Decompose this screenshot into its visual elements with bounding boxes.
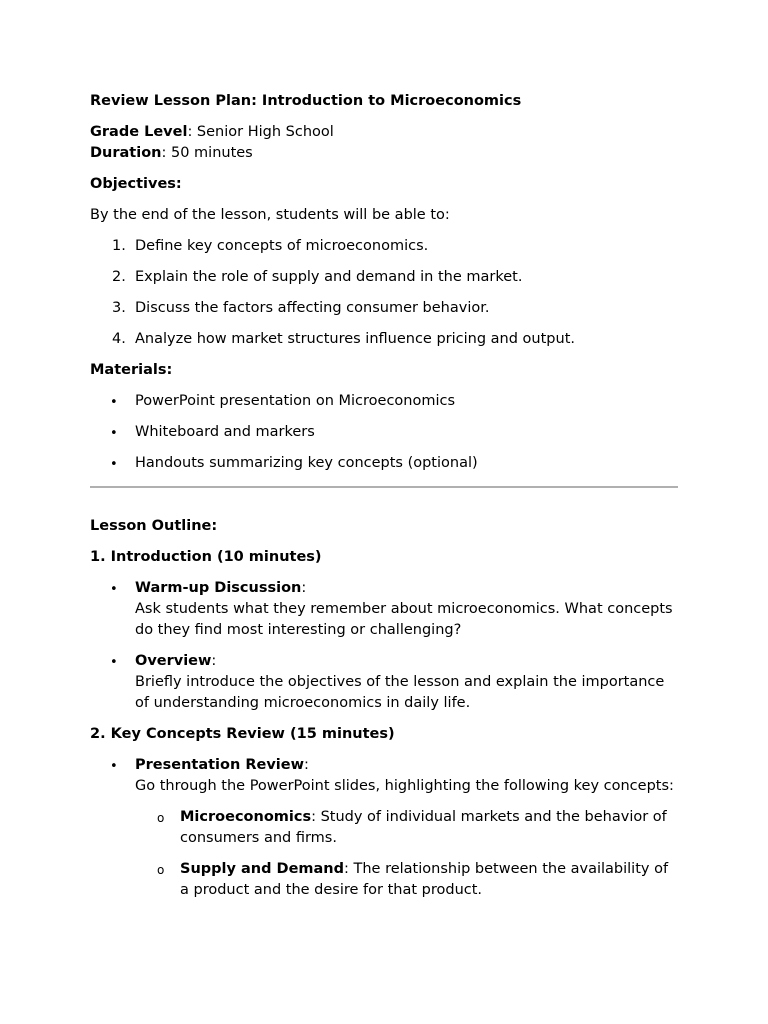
materials-item (90, 422, 678, 443)
bullet-icon: • (110, 759, 118, 774)
materials-item (90, 391, 678, 412)
concept-item (135, 859, 678, 901)
introduction-list (90, 578, 678, 714)
key-concepts-sublist (135, 807, 678, 901)
objective-text: Discuss the factors affecting consumer behavior. (135, 300, 490, 316)
outline-item-label: Presentation Review (135, 757, 305, 773)
outline-item: • Presentation Review: Go through the PowerPoint slides, highlighting the following key concepts: o Microeconomics: Study of individual markets and the behavior of consumers and firms. o Supply and Demand: The relationship between the availability of a product and the desire for that product. (90, 755, 678, 901)
grade-level-label: Grade Level (90, 124, 188, 140)
concept-item (135, 807, 678, 849)
duration-line (90, 143, 678, 164)
key-concepts-heading: 2. Key Concepts Review (15 minutes) (90, 726, 395, 742)
objective-text: Define key concepts of microeconomics. (135, 238, 429, 254)
outline-item: • Overview: Briefly introduce the objectives of the lesson and explain the importance of understanding microeconomics in daily life. (110, 653, 665, 711)
objective-text: Explain the role of supply and demand in the market. (135, 269, 523, 285)
materials-item (90, 453, 678, 474)
concept-text: : The relationship between the availability of a product and the desire for that product. (180, 861, 669, 898)
objectives-intro: By the end of the lesson, students will be able to: (90, 207, 450, 223)
concept-label: Supply and Demand (180, 861, 344, 877)
objective-item (90, 329, 678, 350)
objective-number: 2. (112, 269, 126, 285)
concept-text: : Study of individual markets and the behavior of consumers and firms. (180, 809, 667, 846)
grade-level-value: : Senior High School (187, 124, 334, 140)
key-concepts-list (90, 755, 678, 901)
objective-text: Analyze how market structures influence pricing and output. (135, 331, 575, 347)
outline-item-text: Ask students what they remember about microeconomics. What concepts do they find most interesting or challenging? (135, 601, 673, 638)
outline-item-label: Warm-up Discussion (135, 580, 302, 596)
bullet-icon: • (110, 395, 118, 410)
materials-item-text: PowerPoint presentation on Microeconomics (135, 393, 456, 409)
objectives-heading: Objectives: (90, 176, 182, 192)
materials-heading: Materials: (90, 362, 173, 378)
materials-item-text: Handouts summarizing key concepts (optional) (135, 455, 478, 471)
grade-level-line (90, 122, 678, 143)
document-title: Review Lesson Plan: Introduction to Microeconomics (90, 93, 522, 109)
objective-number: 4. (112, 331, 126, 347)
objectives-list (90, 236, 678, 350)
duration-value: : 50 minutes (161, 145, 253, 161)
lesson-meta (90, 122, 678, 164)
duration-label: Duration (90, 145, 162, 161)
introduction-heading: 1. Introduction (10 minutes) (90, 549, 322, 565)
sub-bullet-icon: o (157, 863, 165, 877)
objective-number: 1. (112, 238, 126, 254)
outline-item: • Warm-up Discussion: Ask students what they remember about microeconomics. What concepts do they find most interesting or challenging? (110, 580, 673, 638)
outline-item-text: Briefly introduce the objectives of the lesson and explain the importance of understanding microeconomics in daily life. (135, 674, 665, 711)
bullet-icon: • (110, 655, 118, 670)
sub-bullet-icon: o (157, 811, 165, 825)
objective-item (90, 267, 678, 288)
bullet-icon: • (110, 426, 118, 441)
materials-list (90, 391, 678, 474)
outline-item-text: Go through the PowerPoint slides, highlighting the following key concepts: (135, 778, 674, 794)
objective-number: 3. (112, 300, 126, 316)
lesson-outline-heading: Lesson Outline: (90, 518, 218, 534)
section-divider (90, 486, 678, 488)
bullet-icon: • (110, 582, 118, 597)
bullet-icon: • (110, 457, 118, 472)
objective-item (90, 298, 678, 319)
concept-label: Microeconomics (180, 809, 312, 825)
materials-item-text: Whiteboard and markers (135, 424, 315, 440)
outline-item-label: Overview (135, 653, 212, 669)
document-page (90, 91, 678, 911)
objective-item (90, 236, 678, 257)
